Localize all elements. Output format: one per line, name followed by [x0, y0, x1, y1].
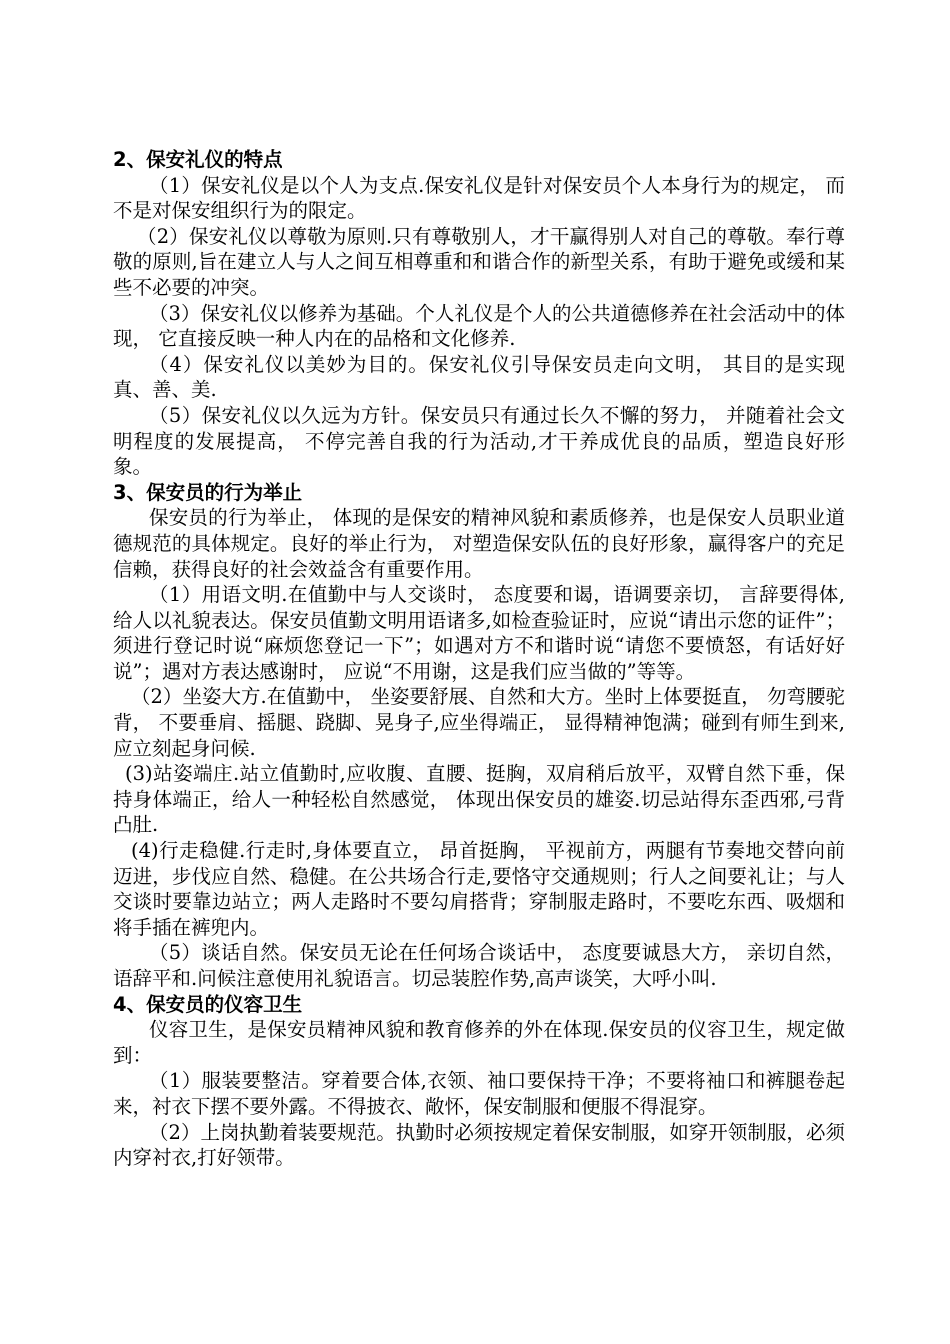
paragraph-etiquette-3: （3）保安礼仪以修养为基础。个人礼仪是个人的公共道德修养在社会活动中的体现， 它直接反映一种人内在的品格和文化修养.: [113, 301, 845, 351]
paragraph-behavior-2: （2）坐姿大方.在值勤中， 坐姿要舒展、自然和大方。坐时上体要挺直， 勿弯腰驼背， 不要垂肩、摇腿、跷脚、晃身子,应坐得端正， 显得精神饱满；碰到有师生到来,应立刻起身问候.: [113, 685, 845, 760]
paragraph-behavior-4: (4)行走稳健.行走时,身体要直立， 昂首挺胸， 平视前方，两腿有节奏地交替向前迈进，步伐应自然、稳健。在公共场合行走,要恪守交通规则；行人之间要礼让；与人交谈时要靠边站立；两人走路时不要勾肩搭背；穿制服走路时，不要吃东西、吸烟和将手插在裤兜内。: [113, 839, 845, 939]
section-heading-appearance: 4、保安员的仪容卫生: [113, 992, 303, 1016]
section-heading-behavior: 3、保安员的行为举止: [113, 480, 303, 504]
paragraph-behavior-5: （5）谈话自然。保安员无论在任何场合谈话中， 态度要诚恳大方， 亲切自然， 语辞平和.问候注意使用礼貌语言。切忌装腔作势,高声谈笑，大呼小叫.: [113, 941, 845, 990]
paragraph-appearance-intro: 仪容卫生，是保安员精神风貌和教育修养的外在体现.保安员的仪容卫生，规定做到：: [113, 1018, 845, 1067]
paragraph-etiquette-1: （1）保安礼仪是以个人为支点.保安礼仪是针对保安员个人本身行为的规定， 而不是对保安组织行为的限定。: [113, 173, 845, 223]
paragraph-behavior-intro: 保安员的行为举止， 体现的是保安的精神风貌和素质修养，也是保安人员职业道德规范的具体规定。良好的举止行为， 对塑造保安队伍的良好形象，赢得客户的充足信赖，获得良好的社会效益含有重要作用。: [113, 506, 845, 581]
section-heading-etiquette-features: 2、保安礼仪的特点: [113, 148, 283, 171]
paragraph-etiquette-5: （5）保安礼仪以久远为方针。保安员只有通过长久不懈的努力， 并随着社会文明程度的发展提高， 不停完善自我的行为活动,才干养成优良的品质，塑造良好形象。: [113, 403, 845, 479]
paragraph-behavior-1: （1）用语文明.在值勤中与人交谈时， 态度要和谒，语调要亲切， 言辞要得体,给人以礼貌表达。保安员值勤文明用语诸多,如检查验证时，应说“请出示您的证件”；须进行登记时说“麻烦您登记一下”；如遇对方不和谐时说“请您不要愤怒，有话好好说”；遇对方表达感谢时， 应说“不用谢，这是我们应当做的”等等。: [113, 583, 845, 683]
paragraph-etiquette-2: （2）保安礼仪以尊敬为原则.只有尊敬别人，才干赢得别人对自己的尊敬。奉行尊敬的原则,旨在建立人与人之间互相尊重和和谐合作的新型关系，有助于避免或缓和某些不必要的冲突。: [113, 224, 845, 299]
paragraph-behavior-3: (3)站姿端庄.站立值勤时,应收腹、直腰、挺胸，双肩稍后放平，双臂自然下垂，保持身体端正，给人一种轻松自然感觉， 体现出保安员的雄姿.切忌站得东歪西邪,弓背凸肚.: [113, 762, 845, 837]
paragraph-etiquette-4: （4）保安礼仪以美妙为目的。保安礼仪引导保安员走向文明， 其目的是实现真、善、美.: [113, 352, 845, 402]
document-page: [113, 147, 845, 1171]
paragraph-appearance-2: （2）上岗执勤着装要规范。执勤时必须按规定着保安制服，如穿开领制服，必须内穿衬衣,打好领带。: [113, 1120, 845, 1170]
paragraph-appearance-1: （1）服装要整洁。穿着要合体,衣领、袖口要保持干净；不要将袖口和裤腿卷起来，衬衣下摆不要外露。不得披衣、敞怀，保安制服和便服不得混穿。: [113, 1069, 845, 1118]
